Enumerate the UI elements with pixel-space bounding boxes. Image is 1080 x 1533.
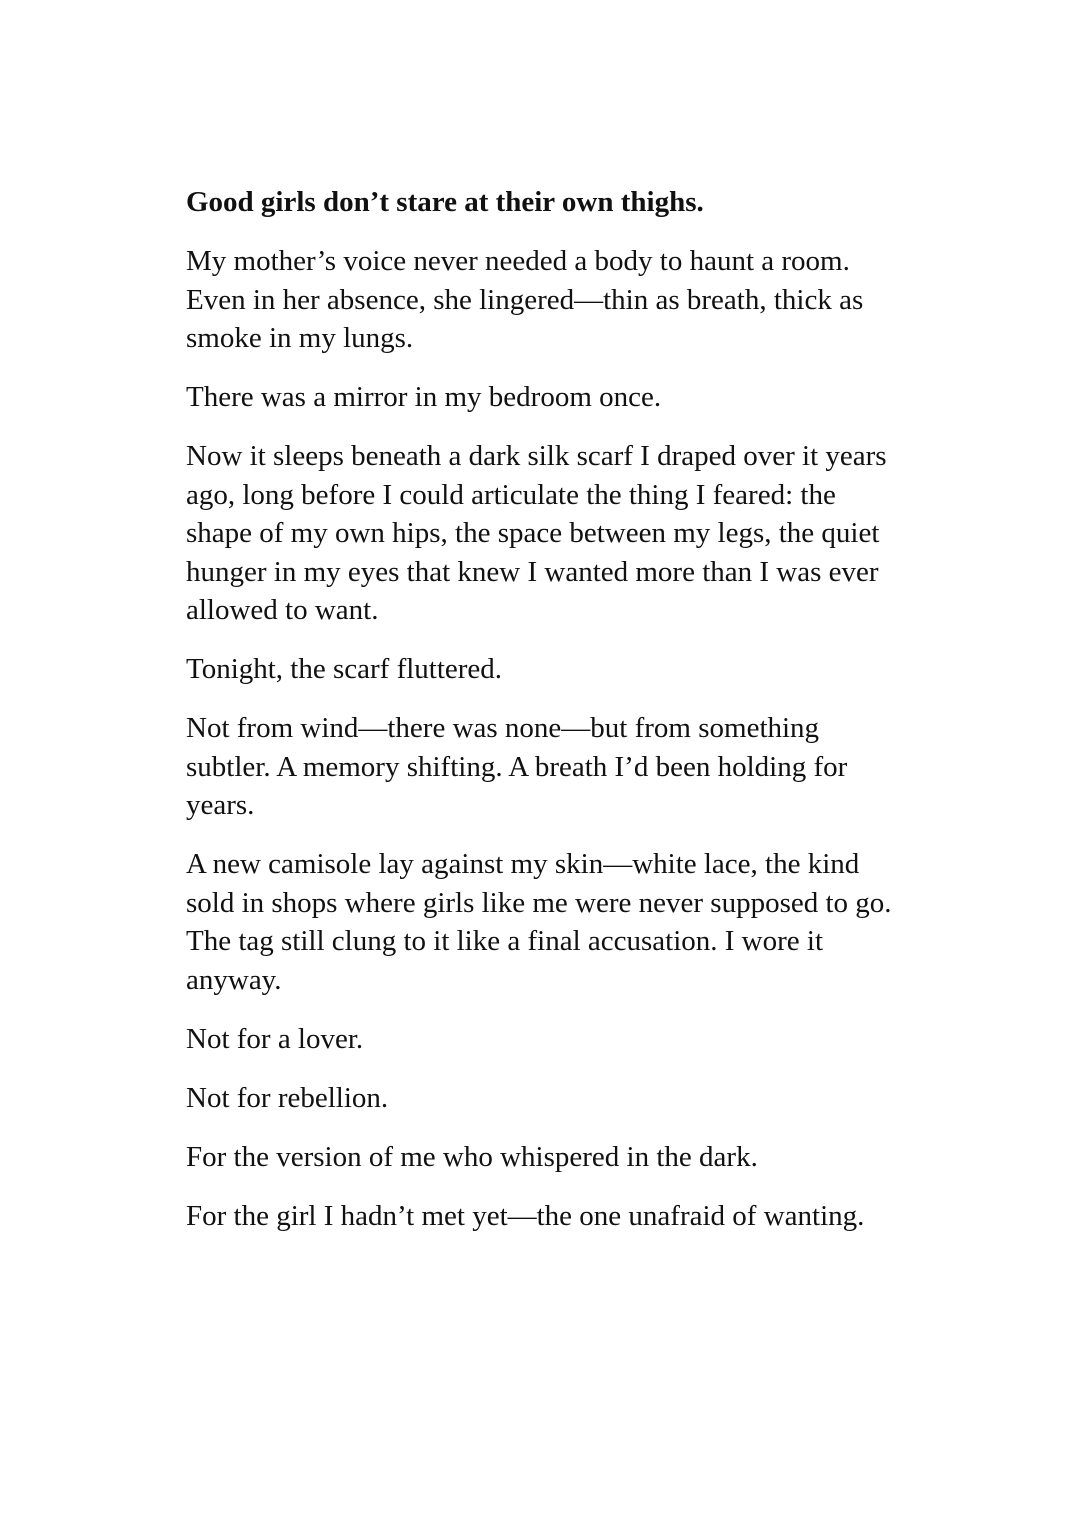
paragraph: There was a mirror in my bedroom once.	[186, 381, 662, 413]
paragraph: For the girl I hadn’t met yet—the one unafraid of wanting.	[186, 1199, 865, 1232]
paragraph: Not for rebellion.	[186, 1081, 389, 1114]
paragraph: My mother’s voice never needed a body to haunt a room. Even in her absence, she lingered—thin as breath, thick as smoke in my lungs.	[186, 245, 864, 354]
paragraph: Now it sleeps beneath a dark silk scarf I draped over it years ago, long before I could articulate the thing I feared: the shape of my own hips, the space between my legs, the quiet hunger in my eyes that knew I wanted more than I was ever allowed to want.	[186, 440, 887, 626]
paragraph: For the version of me who whispered in the dark.	[186, 1140, 758, 1173]
document-body	[186, 183, 901, 1256]
paragraph: Not from wind—there was none—but from something subtler. A memory shifting. A breath I’d been holding for years.	[186, 712, 848, 821]
paragraph: Not for a lover.	[186, 1022, 364, 1055]
document-heading: Good girls don’t stare at their own thighs.	[186, 186, 704, 218]
paragraph: Tonight, the scarf fluttered.	[186, 653, 503, 685]
paragraph: A new camisole lay against my skin—white lace, the kind sold in shops where girls like me were never supposed to go. The tag still clung to it like a final accusation. I wore it anyway.	[186, 848, 892, 996]
